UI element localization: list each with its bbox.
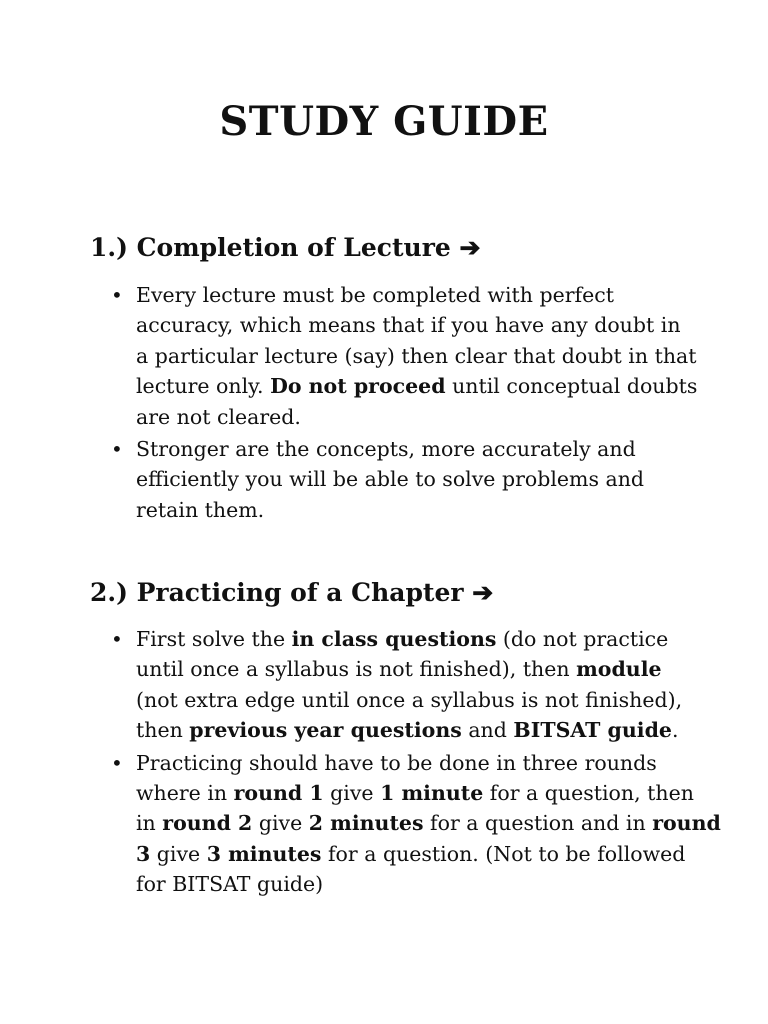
text-run: for a question, then xyxy=(483,781,694,806)
text-run: lecture only. xyxy=(136,374,271,399)
text-run: give xyxy=(150,841,207,866)
bold-text-run: previous year questions xyxy=(189,718,462,743)
bold-text-run: BITSAT guide xyxy=(513,718,672,743)
bold-text-run: 3 minutes xyxy=(206,841,322,866)
bold-text-run: round xyxy=(652,811,721,836)
text-run: in xyxy=(136,811,163,836)
text-run: for a question. (Not to be followed xyxy=(321,841,686,866)
text-run: (do not practice xyxy=(496,627,669,651)
bullet-line: retain them. xyxy=(136,497,265,522)
bullet-line xyxy=(136,624,688,654)
bullet-dot-icon: • xyxy=(111,437,123,462)
bullet-line xyxy=(136,778,694,808)
bullet-dot-icon: • xyxy=(111,283,123,307)
text-run: then xyxy=(136,718,190,743)
bullet-line: Every lecture must be completed with perfect xyxy=(136,283,614,307)
section-heading-text: 1.) Completion of Lecture xyxy=(90,233,451,262)
section-1-bullet-list xyxy=(0,280,768,525)
section-heading-completion-of-lecture xyxy=(90,231,480,265)
bullet-line: (not extra edge until once a syllabus is not finished), xyxy=(136,687,683,712)
text-run: where in xyxy=(136,781,234,806)
bullet-line: Stronger are the concepts, more accurately and xyxy=(136,437,636,462)
bold-text-run: module xyxy=(576,657,662,682)
bold-text-run: in class questions xyxy=(291,627,497,651)
bullet-item xyxy=(0,748,768,900)
bold-text-run: Do not proceed xyxy=(270,374,446,399)
bullet-line xyxy=(136,839,688,869)
page-title: STUDY GUIDE xyxy=(219,98,549,145)
bold-text-run: 2 minutes xyxy=(308,811,424,836)
bullet-line xyxy=(136,715,688,745)
text-run: give xyxy=(252,811,309,836)
text-run: . xyxy=(671,718,679,743)
bold-text-run: round 2 xyxy=(162,811,253,836)
bullet-item xyxy=(0,280,768,432)
text-run: and xyxy=(461,718,514,743)
bold-text-run: 3 xyxy=(136,841,151,866)
bullet-line xyxy=(136,371,698,401)
bullet-dot-icon: • xyxy=(111,750,123,775)
text-run: until once a syllabus is not finished), then xyxy=(136,657,577,682)
bullet-line: a particular lecture (say) then clear that doubt in that xyxy=(136,343,697,368)
bullet-line: accuracy, which means that if you have any doubt in xyxy=(136,313,681,338)
bold-text-run: 1 minute xyxy=(380,781,484,806)
section-2-bullet-list xyxy=(0,624,768,900)
bullet-line xyxy=(136,808,721,838)
right-arrow-icon: ➔ xyxy=(472,578,494,607)
bullet-dot-icon: • xyxy=(111,627,123,651)
text-run: until conceptual doubts xyxy=(445,374,698,399)
section-heading-text: 2.) Practicing of a Chapter xyxy=(90,578,464,607)
section-heading-practicing-of-a-chapter xyxy=(90,576,493,610)
right-arrow-icon: ➔ xyxy=(459,233,481,262)
bullet-line: for BITSAT guide) xyxy=(136,872,324,897)
bullet-item xyxy=(0,624,768,746)
bullet-line: are not cleared. xyxy=(136,404,301,429)
bullet-line: efficiently you will be able to solve problems and xyxy=(136,467,645,492)
text-run: give xyxy=(323,781,381,806)
text-run: First solve the xyxy=(136,627,292,651)
bullet-item xyxy=(0,434,768,525)
bullet-line xyxy=(136,654,688,684)
bullet-line: Practicing should have to be done in three rounds xyxy=(136,750,657,775)
bold-text-run: round 1 xyxy=(233,781,324,806)
text-run: for a question and in xyxy=(423,811,653,836)
